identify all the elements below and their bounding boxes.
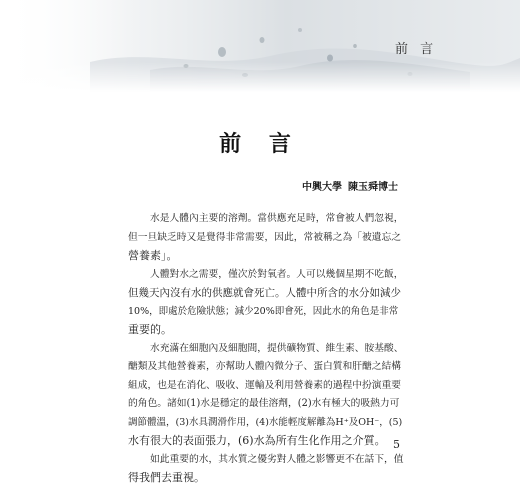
author-byline [250,178,398,193]
text-line: 如此重要的水，其水質之優劣對人體之影響更不在話下，值 [150,453,404,465]
text-line: 10%，即處於危險狀態；減少20%即會死，因此水的角色是非常 [128,305,399,317]
text-line: 得我們去重視。 [128,471,205,484]
body-text [128,210,404,488]
text-line: 水充滿在細胞內及細胞間，提供礦物質、維生素、胺基酸、 [150,342,404,354]
paragraph [128,340,404,451]
text-line: 重要的。 [128,323,172,336]
paragraph [128,210,404,266]
text-line: 調節體溫，(3)水具潤滑作用，(4)水能輕度解離為H⁺及OH⁻，(5) [128,416,403,428]
text-line: 但一旦缺乏時又是覺得非常需要，因此，常被稱之為「被遺忘之 [128,231,401,243]
page-title: 前 言 [219,132,301,157]
text-line: 人體對水之需要，僅次於對氧者。人可以幾個星期不吃飯， [150,268,404,280]
text-line: 醣類及其他營養素，亦幫助人體內微分子、蛋白質和肝醣之結構 [128,361,401,372]
paragraph [128,451,404,488]
text-line: 但幾天內沒有水的供應就會死亡。人體中所含的水分如減少 [128,287,401,299]
running-head: 前 言 [395,42,438,57]
text-line: 組成，也是在消化、吸收、運輸及利用營養素的過程中扮演重要 [128,379,401,391]
header-water-splash-image [0,0,520,92]
text-line: 水是人體內主要的溶劑。當供應充足時，常會被人們忽視， [150,213,404,224]
text-line: 的角色。諸如(1)水是穩定的最佳溶劑，(2)水有極大的吸熱力可 [128,398,400,409]
page-number: 5 [393,438,400,451]
author-affiliation: 中興大學 [302,182,342,193]
text-line: 營養素」。 [128,249,178,262]
paragraph [128,266,404,340]
text-line: 水有很大的表面張力，(6)水為所有生化作用之介質。 [128,434,386,447]
author-name: 陳玉舜博士 [348,182,398,193]
